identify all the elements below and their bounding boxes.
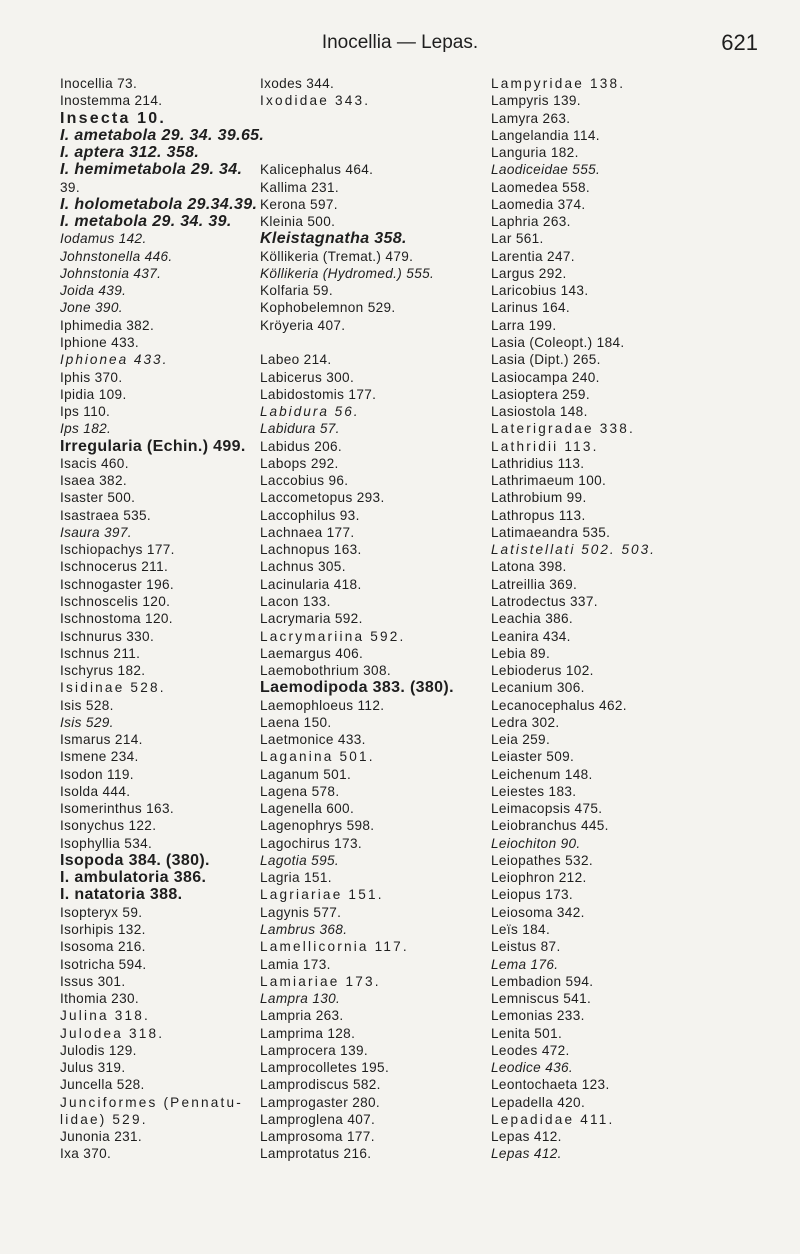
index-entry: Isorhipis 132. bbox=[60, 922, 146, 938]
index-entry: Leiopathes 532. bbox=[491, 852, 593, 868]
index-entry: Lagochirus 173. bbox=[260, 835, 362, 851]
index-entry: Ips 182. bbox=[60, 421, 112, 437]
index-entry: Isopteryx 59. bbox=[60, 904, 143, 920]
index-entry: Lagena 578. bbox=[260, 783, 340, 799]
index-entry: Ischnogaster 196. bbox=[60, 576, 175, 592]
index-entry: Leanira 434. bbox=[491, 628, 571, 644]
index-entry: Languria 182. bbox=[491, 145, 579, 161]
index-entry: Iphionea 433. bbox=[60, 352, 169, 368]
index-entry: Lamprotatus 216. bbox=[260, 1146, 372, 1162]
index-entry: Lathrobium 99. bbox=[491, 490, 587, 506]
index-entry: Ixodidae 343. bbox=[260, 93, 371, 109]
index-entry: Junonia 231. bbox=[60, 1129, 143, 1145]
index-entry: Leodes 472. bbox=[491, 1042, 570, 1058]
index-entry: Lamiariae 173. bbox=[260, 973, 381, 989]
index-entry: I. hemimetabola 29. 34. bbox=[60, 161, 243, 179]
index-entry: Ischyrus 182. bbox=[60, 663, 146, 679]
index-entry: Lampria 263. bbox=[260, 1008, 344, 1024]
index-entry: Kröyeria 407. bbox=[260, 317, 346, 333]
index-entry: Laganina 501. bbox=[260, 749, 375, 765]
index-entry: Latona 398. bbox=[491, 559, 567, 575]
index-entry: Lachnus 305. bbox=[260, 559, 346, 575]
index-entry: Lemonias 233. bbox=[491, 1008, 585, 1024]
index-entry: Lacrymaria 592. bbox=[260, 611, 363, 627]
index-entry: Latistellati 502. 503. bbox=[491, 542, 656, 558]
index-entry: Labops 292. bbox=[260, 455, 339, 471]
index-entry: Isaura 397. bbox=[60, 524, 132, 540]
index-entry: Laterigradae 338. bbox=[491, 421, 635, 437]
index-entry: Labidus 206. bbox=[260, 438, 343, 454]
index-entry: Lagria 151. bbox=[260, 870, 332, 886]
index-entry: Laphria 263. bbox=[491, 214, 571, 230]
running-title: Inocellia — Lepas. bbox=[321, 32, 479, 53]
index-entry: Larentia 247. bbox=[491, 248, 575, 264]
index-entry: Laganum 501. bbox=[260, 766, 352, 782]
index-entry: Johnstonia 437. bbox=[60, 265, 162, 281]
index-entry: Kalicephalus 464. bbox=[260, 162, 374, 178]
index-entry: Ipidia 109. bbox=[60, 386, 127, 402]
index-entry: Juncella 528. bbox=[60, 1077, 145, 1093]
index-entry: Leiosoma 342. bbox=[491, 904, 585, 920]
index-entry: Leia 259. bbox=[491, 732, 551, 748]
index-entry bbox=[260, 334, 500, 351]
index-entry: Ischnus 211. bbox=[60, 645, 141, 661]
index-entry: Irregularia (Echin.) 499. bbox=[60, 437, 246, 455]
index-entry: I. holometabola 29.34.39. bbox=[60, 195, 258, 213]
index-entry: Issus 301. bbox=[60, 973, 126, 989]
index-entry: Leiochiton 90. bbox=[491, 835, 581, 851]
index-entry: Lampra 130. bbox=[260, 991, 341, 1007]
index-entry: Lema 176. bbox=[491, 956, 559, 972]
index-entry: Lamprogaster 280. bbox=[260, 1094, 381, 1110]
index-entry: Ismene 234. bbox=[60, 749, 139, 765]
index-entry: Lasia (Dipt.) 265. bbox=[491, 352, 601, 368]
index-entry: Leistus 87. bbox=[491, 939, 561, 955]
index-entry: Iphis 370. bbox=[60, 369, 123, 385]
index-entry: Isotricha 594. bbox=[60, 956, 147, 972]
index-entry: Latimaeandra 535. bbox=[491, 524, 611, 540]
index-entry: Langelandia 114. bbox=[491, 127, 600, 143]
index-entry: Leïs 184. bbox=[491, 922, 551, 938]
index-entry: Labidura 57. bbox=[260, 421, 340, 437]
index-entry: Isaster 500. bbox=[60, 490, 136, 506]
index-entry: Lasiocampa 240. bbox=[491, 369, 600, 385]
index-entry: Lamyra 263. bbox=[491, 110, 571, 126]
index-entry: Lathrimaeum 100. bbox=[491, 473, 607, 489]
index-entry: Lenita 501. bbox=[491, 1025, 563, 1041]
index-entry: Isophyllia 534. bbox=[60, 835, 153, 851]
index-entry: Larinus 164. bbox=[491, 300, 571, 316]
index-entry: Laccometopus 293. bbox=[260, 490, 385, 506]
index-entry: Kleistagnatha 358. bbox=[260, 230, 407, 248]
index-entry: Lamprocolletes 195. bbox=[260, 1060, 390, 1076]
index-entry: Isodon 119. bbox=[60, 766, 134, 782]
index-entry: Laccophilus 93. bbox=[260, 507, 360, 523]
index-entry: Inostemma 214. bbox=[60, 93, 163, 109]
index-entry: Lagenella 600. bbox=[260, 801, 355, 817]
index-column-3 bbox=[491, 75, 791, 1163]
index-entry: Ischnocerus 211. bbox=[60, 559, 169, 575]
index-entry: Lamproglena 407. bbox=[260, 1111, 376, 1127]
index-entry: Laemobothrium 308. bbox=[260, 663, 391, 679]
index-entry: Lacinularia 418. bbox=[260, 576, 362, 592]
index-entry: Laetmonice 433. bbox=[260, 732, 366, 748]
index-entry: Labeo 214. bbox=[260, 352, 332, 368]
index-entry: Lampyridae 138. bbox=[491, 76, 626, 91]
page-header bbox=[0, 30, 800, 60]
index-entry: Ischnurus 330. bbox=[60, 628, 155, 644]
index-entry: Leiobranchus 445. bbox=[491, 818, 609, 834]
index-entry: Lacon 133. bbox=[260, 593, 331, 609]
index-entry: Ischiopachys 177. bbox=[60, 542, 175, 558]
index-entry: Leiaster 509. bbox=[491, 749, 575, 765]
index-entry: Lathropus 113. bbox=[491, 507, 586, 523]
index-entry: Ithomia 230. bbox=[60, 991, 140, 1007]
index-entry: Isosoma 216. bbox=[60, 939, 146, 955]
index-entry: Kleinia 500. bbox=[260, 214, 336, 230]
index-entry: Ixa 370. bbox=[60, 1146, 112, 1162]
index-entry: Lasioptera 259. bbox=[491, 386, 590, 402]
index-entry: Lamprima 128. bbox=[260, 1025, 356, 1041]
index-entry: Kallima 231. bbox=[260, 179, 340, 195]
index-entry: Lamellicornia 117. bbox=[260, 939, 409, 955]
index-entry: Laodiceidae 555. bbox=[491, 162, 601, 178]
index-entry: Lecanium 306. bbox=[491, 680, 585, 696]
index-entry: Lamprosoma 177. bbox=[260, 1129, 375, 1145]
index-entry: Julus 319. bbox=[60, 1060, 126, 1076]
index-column-1 bbox=[60, 75, 265, 1163]
index-entry: Lathridius 113. bbox=[491, 455, 585, 471]
index-entry: Lamprocera 139. bbox=[260, 1042, 369, 1058]
index-entry: 39. bbox=[60, 179, 80, 195]
index-entry: Latreillia 369. bbox=[491, 576, 578, 592]
index-entry: Kerona 597. bbox=[260, 196, 338, 212]
index-entry: Inocellia 73. bbox=[60, 76, 138, 91]
index-entry: Isis 529. bbox=[60, 714, 114, 730]
index-entry: Iphione 433. bbox=[60, 334, 140, 350]
index-entry: Lebioderus 102. bbox=[491, 663, 594, 679]
index-entry: I. ametabola 29. 34. 39.65. bbox=[60, 126, 265, 144]
index-entry: Isastraea 535. bbox=[60, 507, 152, 523]
index-entry: Lasia (Coleopt.) 184. bbox=[491, 334, 625, 350]
index-entry: Kophobelemnon 529. bbox=[260, 300, 396, 316]
index-entry: Leodice 436. bbox=[491, 1060, 574, 1076]
index-entry: Lar 561. bbox=[491, 231, 544, 247]
index-entry: Jone 390. bbox=[60, 300, 123, 316]
index-entry: Leichenum 148. bbox=[491, 766, 593, 782]
index-entry: Laemargus 406. bbox=[260, 645, 364, 661]
page-number: 621 bbox=[721, 30, 758, 55]
index-entry: Kolfaria 59. bbox=[260, 283, 333, 299]
index-entry: Laomedia 374. bbox=[491, 196, 586, 212]
index-entry: Laricobius 143. bbox=[491, 283, 589, 299]
index-entry: Junciformes (Pennatu- bbox=[60, 1094, 243, 1110]
index-entry: Laemodipoda 383. (380). bbox=[260, 679, 454, 697]
index-entry: Lepas 412. bbox=[491, 1146, 562, 1162]
index-entry bbox=[260, 110, 500, 127]
index-entry: I. metabola 29. 34. 39. bbox=[60, 213, 232, 231]
index-entry: Lampyris 139. bbox=[491, 93, 581, 109]
index-entry: Ischnoscelis 120. bbox=[60, 593, 171, 609]
index-entry: Lambrus 368. bbox=[260, 922, 348, 938]
index-entry: Isacis 460. bbox=[60, 455, 129, 471]
index-entry: Lasiostola 148. bbox=[491, 404, 588, 420]
index-entry: lidae) 529. bbox=[60, 1111, 148, 1127]
index-entry: Köllikeria (Tremat.) 479. bbox=[260, 248, 414, 264]
index-entry: Latrodectus 337. bbox=[491, 593, 598, 609]
index-entry: Leiestes 183. bbox=[491, 783, 577, 799]
index-entry: Leachia 386. bbox=[491, 611, 574, 627]
index-entry: Lacrymariina 592. bbox=[260, 628, 406, 644]
index-entry: Köllikeria (Hydromed.) 555. bbox=[260, 265, 435, 281]
index-entry: Laemophloeus 112. bbox=[260, 697, 385, 713]
index-entry: Lembadion 594. bbox=[491, 973, 594, 989]
index-entry: Iodamus 142. bbox=[60, 231, 147, 247]
index-entry: Lachnopus 163. bbox=[260, 542, 362, 558]
index-entry: Johnstonella 446. bbox=[60, 248, 173, 264]
index-entry: Lagriariae 151. bbox=[260, 887, 384, 903]
index-entry: Lagotia 595. bbox=[260, 852, 340, 868]
index-entry: Lamia 173. bbox=[260, 956, 331, 972]
index-entry: Joida 439. bbox=[60, 283, 127, 299]
index-entry: Lepas 412. bbox=[491, 1129, 562, 1145]
index-entry: Lagynis 577. bbox=[260, 904, 342, 920]
index-entry: Isonychus 122. bbox=[60, 818, 157, 834]
index-entry: Lathridii 113. bbox=[491, 438, 599, 454]
index-entry: Ismarus 214. bbox=[60, 732, 143, 748]
index-entry: Lebia 89. bbox=[491, 645, 551, 661]
index-entry: I. aptera 312. 358. bbox=[60, 144, 200, 162]
index-entry: Lamprodiscus 582. bbox=[260, 1077, 381, 1093]
index-entry: Isolda 444. bbox=[60, 783, 131, 799]
index-entry: Isopoda 384. (380). bbox=[60, 851, 210, 869]
index-entry: Isaea 382. bbox=[60, 473, 127, 489]
index-entry: Julodea 318. bbox=[60, 1025, 165, 1041]
index-entry: Leiophron 212. bbox=[491, 870, 587, 886]
index-entry: Lemniscus 541. bbox=[491, 991, 592, 1007]
index-entry: Lachnaea 177. bbox=[260, 524, 355, 540]
index-entry: Labicerus 300. bbox=[260, 369, 355, 385]
index-entry: Lecanocephalus 462. bbox=[491, 697, 627, 713]
index-entry: Lepadidae 411. bbox=[491, 1111, 615, 1127]
index-entry: Isis 528. bbox=[60, 697, 114, 713]
index-entry: Laena 150. bbox=[260, 714, 332, 730]
index-entry: I. natatoria 388. bbox=[60, 886, 183, 904]
index-entry: Lepadella 420. bbox=[491, 1094, 586, 1110]
index-entry: Leiopus 173. bbox=[491, 887, 574, 903]
index-entry: Isidinae 528. bbox=[60, 680, 166, 696]
index-entry: Isomerinthus 163. bbox=[60, 801, 175, 817]
index-entry: Ixodes 344. bbox=[260, 76, 335, 91]
index-entry: Julina 318. bbox=[60, 1008, 150, 1024]
index-entry: Leontochaeta 123. bbox=[491, 1077, 610, 1093]
index-entry: Laomedea 558. bbox=[491, 179, 591, 195]
index-column-2 bbox=[260, 75, 500, 1163]
index-entry: Iphimedia 382. bbox=[60, 317, 155, 333]
index-entry: Labidura 56. bbox=[260, 404, 360, 420]
index-entry: Insecta 10. bbox=[60, 109, 167, 127]
index-entry bbox=[260, 144, 500, 161]
index-entry: Laccobius 96. bbox=[260, 473, 349, 489]
index-entry: Largus 292. bbox=[491, 265, 567, 281]
index-entry: Lagenophrys 598. bbox=[260, 818, 375, 834]
index-entry: Ischnostoma 120. bbox=[60, 611, 173, 627]
index-entry: Labidostomis 177. bbox=[260, 386, 377, 402]
index-entry bbox=[260, 127, 500, 144]
index-entry: I. ambulatoria 386. bbox=[60, 869, 207, 887]
index-entry: Leimacopsis 475. bbox=[491, 801, 603, 817]
index-entry: Ips 110. bbox=[60, 404, 111, 420]
index-entry: Larra 199. bbox=[491, 317, 557, 333]
index-entry: Julodis 129. bbox=[60, 1042, 137, 1058]
index-entry: Ledra 302. bbox=[491, 714, 560, 730]
